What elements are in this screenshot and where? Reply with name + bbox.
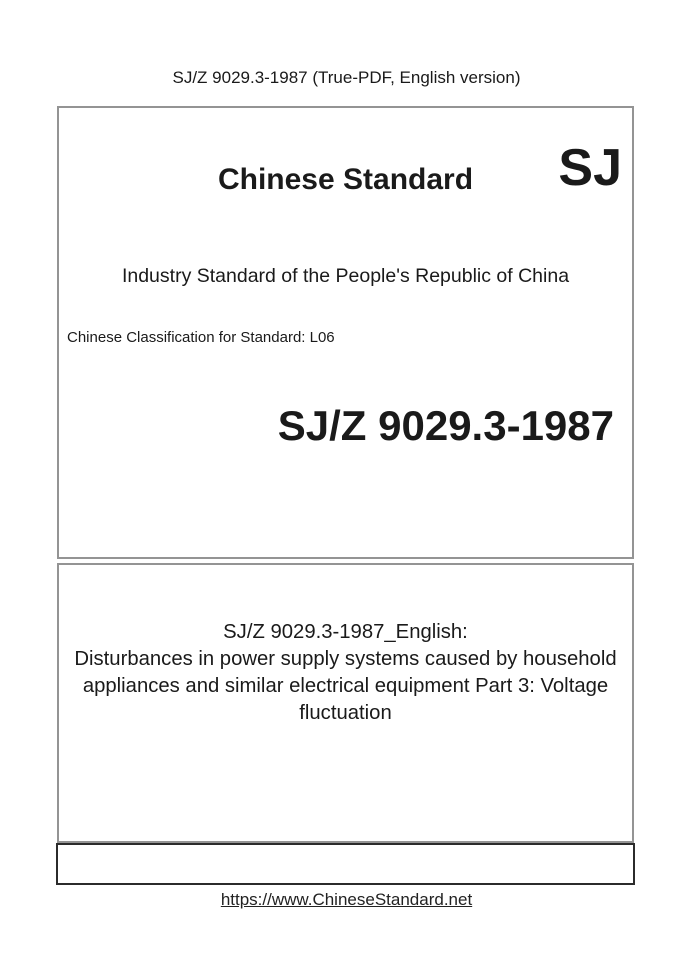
- page-footer: [0, 888, 693, 912]
- empty-box: [56, 843, 635, 885]
- description-line: fluctuation: [299, 702, 392, 724]
- industry-standard-subtitle: Industry Standard of the People's Republic of China: [121, 265, 570, 287]
- standard-description: [59, 565, 632, 727]
- sj-logo: SJ: [558, 139, 622, 197]
- description-line: Disturbances in power supply systems caused by household: [74, 648, 617, 670]
- brand-title: Chinese Standard: [217, 163, 474, 196]
- standard-number: SJ/Z 9029.3-1987: [277, 402, 614, 449]
- description-line: SJ/Z 9029.3-1987_English:: [223, 621, 468, 643]
- cover-box: [57, 106, 634, 559]
- title-box: [57, 563, 634, 843]
- description-line: appliances and similar electrical equipment Part 3: Voltage: [82, 675, 609, 697]
- page-header-text: SJ/Z 9029.3-1987 (True-PDF, English version): [172, 68, 521, 87]
- classification-label: Chinese Classification for Standard: L06: [67, 329, 335, 346]
- website-link[interactable]: https://www.ChineseStandard.net: [220, 890, 473, 909]
